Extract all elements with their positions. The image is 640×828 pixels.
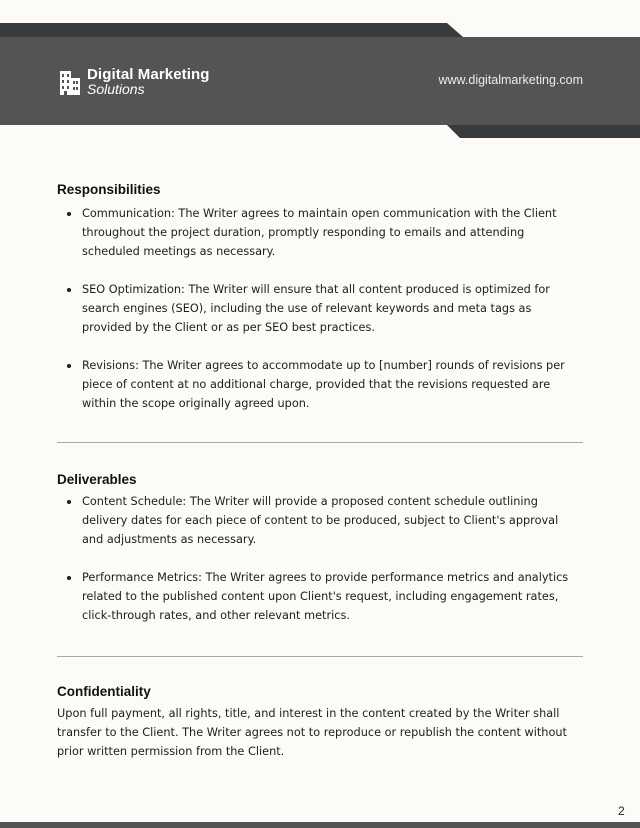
confidentiality-section xyxy=(57,683,583,761)
deliverables-list xyxy=(57,492,583,625)
section-title: Responsibilities xyxy=(57,182,161,197)
list-item: Content Schedule: The Writer will provide a proposed content schedule outlining delivery dates for each piece of content to be produced, subject to Client's approval and adjustments as necessary. xyxy=(57,492,583,549)
deliverables-section xyxy=(57,471,583,625)
brand-logo xyxy=(59,67,210,96)
header-accent-top xyxy=(0,23,463,37)
section-title: Confidentiality xyxy=(57,684,151,699)
list-item: Communication: The Writer agrees to maintain open communication with the Client throughout the project duration, promptly responding to emails and attending scheduled meetings as necessary. xyxy=(57,204,583,261)
footer-bar xyxy=(0,822,640,828)
document-body xyxy=(57,181,583,761)
list-item: Performance Metrics: The Writer agrees to provide performance metrics and analytics related to the published content upon Client's request, including engagement rates, click-through rates, and other relevant metrics. xyxy=(57,568,583,625)
section-title: Deliverables xyxy=(57,472,137,487)
page-number: 2 xyxy=(618,804,625,818)
responsibilities-section xyxy=(57,181,583,413)
section-divider xyxy=(57,442,583,443)
website-url: www.digitalmarketing.com xyxy=(438,73,583,87)
brand-name: Digital Marketing xyxy=(87,66,210,83)
brand-subtitle: Solutions xyxy=(87,81,145,97)
list-item: SEO Optimization: The Writer will ensure that all content produced is optimized for search engines (SEO), including the use of relevant keywords and meta tags as provided by the Client or as per SEO best practices. xyxy=(57,280,583,337)
list-item: Revisions: The Writer agrees to accommodate up to [number] rounds of revisions per piece of content at no additional charge, provided that the revisions requested are within the scope originally agreed upon. xyxy=(57,356,583,413)
responsibilities-list xyxy=(57,204,583,413)
confidentiality-text: Upon full payment, all rights, title, and interest in the content created by the Writer shall transfer to the Client. The Writer agrees not to reproduce or republish the content without prior written permission from the Client. xyxy=(57,707,567,758)
building-icon xyxy=(59,68,81,96)
section-divider xyxy=(57,656,583,657)
header-accent-bottom xyxy=(447,125,640,138)
brand-text xyxy=(87,67,210,96)
